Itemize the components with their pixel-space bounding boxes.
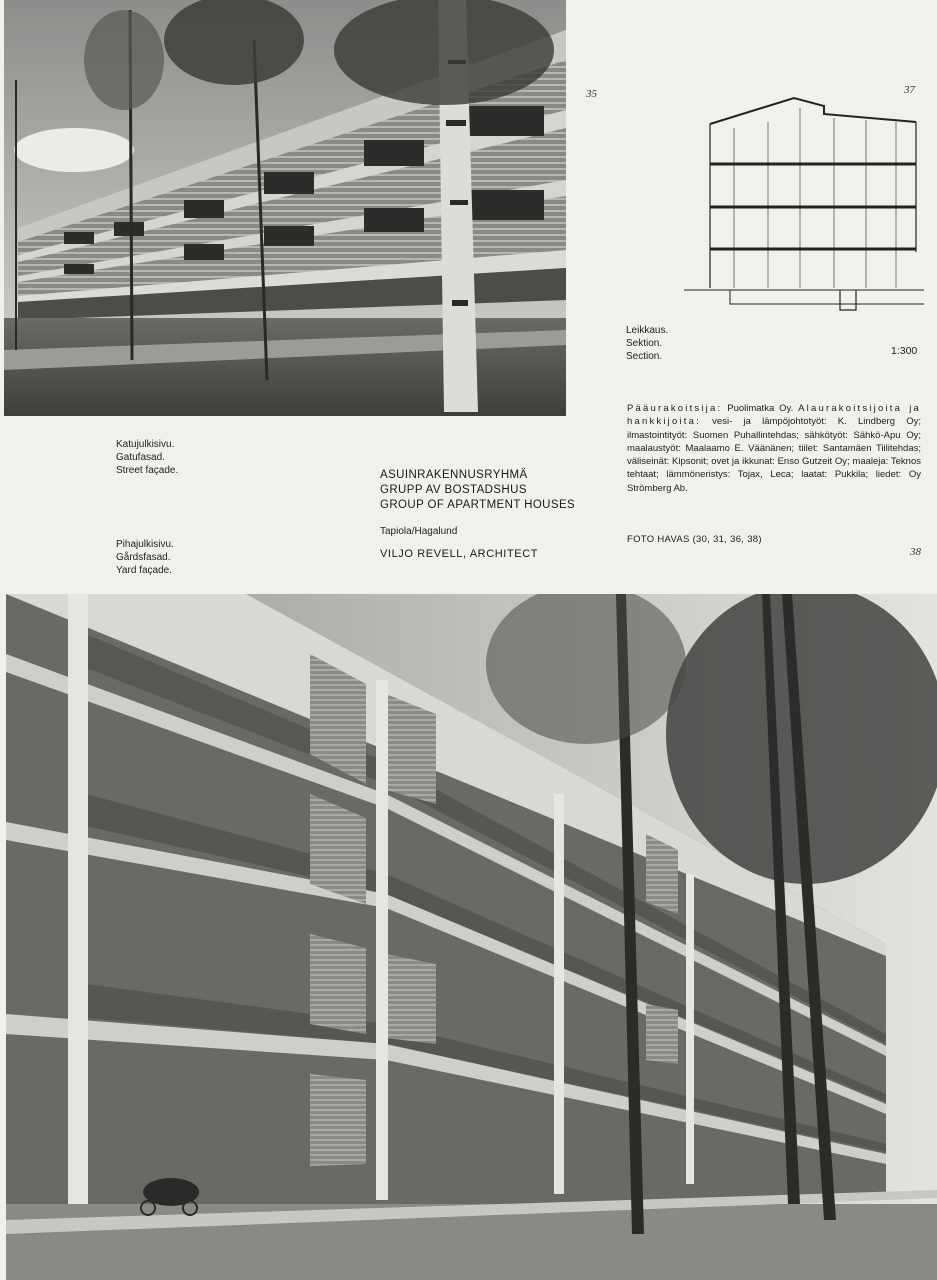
section-caption-en: Section. [626, 351, 663, 362]
section-caption-fi: Leikkaus. [626, 325, 669, 336]
credits-text-1: Puolimatka Oy. [722, 403, 799, 414]
yard-facade-photo [6, 594, 937, 1280]
plate-number-35: 35 [586, 88, 597, 100]
plate-number-38: 38 [910, 546, 921, 558]
plate-number-37: 37 [904, 84, 915, 96]
contractors-text [627, 402, 921, 495]
yard-caption-fi: Pihajulkisivu. [116, 539, 174, 550]
yard-caption-sv: Gårdsfasad. [116, 552, 171, 563]
scale-label: 1:300 [891, 345, 918, 357]
credits-lead-2: Alaurakoitsijoita ja hankkijoita: [627, 403, 921, 428]
architect: VILJO REVELL, ARCHITECT [380, 548, 539, 560]
credits-lead-1: Pääurakoitsija: [627, 403, 723, 414]
building-section-drawing [684, 92, 924, 314]
photo-credit: FOTO HAVAS (30, 31, 36, 38) [627, 534, 762, 545]
title-english: GROUP OF APARTMENT HOUSES [380, 499, 576, 511]
credits-text-2: vesi- ja lämpöjohtotyöt: K. Lindberg Oy; ilmastointityöt: Suomen Puhallintehdas; sähkötyöt: Sähkö-Apu Oy; maalaustyöt: Maalaamo E. Väänänen; tiilet: Santamäen Tiilitehdas; väliseinät: Kipsonit; ovet ja ikkunat: Enso Gutzeit Oy; maaleja: Teknos tehtaat; lämmöneristys: Tojax, Leca; laatat: Pukkila; liedet: Oy Strömberg Ab. [627, 416, 921, 494]
street-caption-en: Street façade. [116, 465, 179, 476]
title-swedish: GRUPP AV BOSTADSHUS [380, 484, 527, 496]
location: Tapiola/Hagalund [380, 526, 458, 537]
yard-caption-en: Yard façade. [116, 565, 172, 576]
street-facade-photo [4, 0, 566, 416]
yard-facade-caption [116, 538, 174, 577]
section-caption [626, 324, 668, 363]
section-caption-sv: Sektion. [626, 338, 663, 349]
article-title-block [380, 468, 600, 560]
street-caption-fi: Katujulkisivu. [116, 439, 175, 450]
street-facade-caption [116, 438, 178, 477]
street-caption-sv: Gatufasad. [116, 452, 165, 463]
title-finnish: ASUINRAKENNUSRYHMÄ [380, 469, 528, 481]
